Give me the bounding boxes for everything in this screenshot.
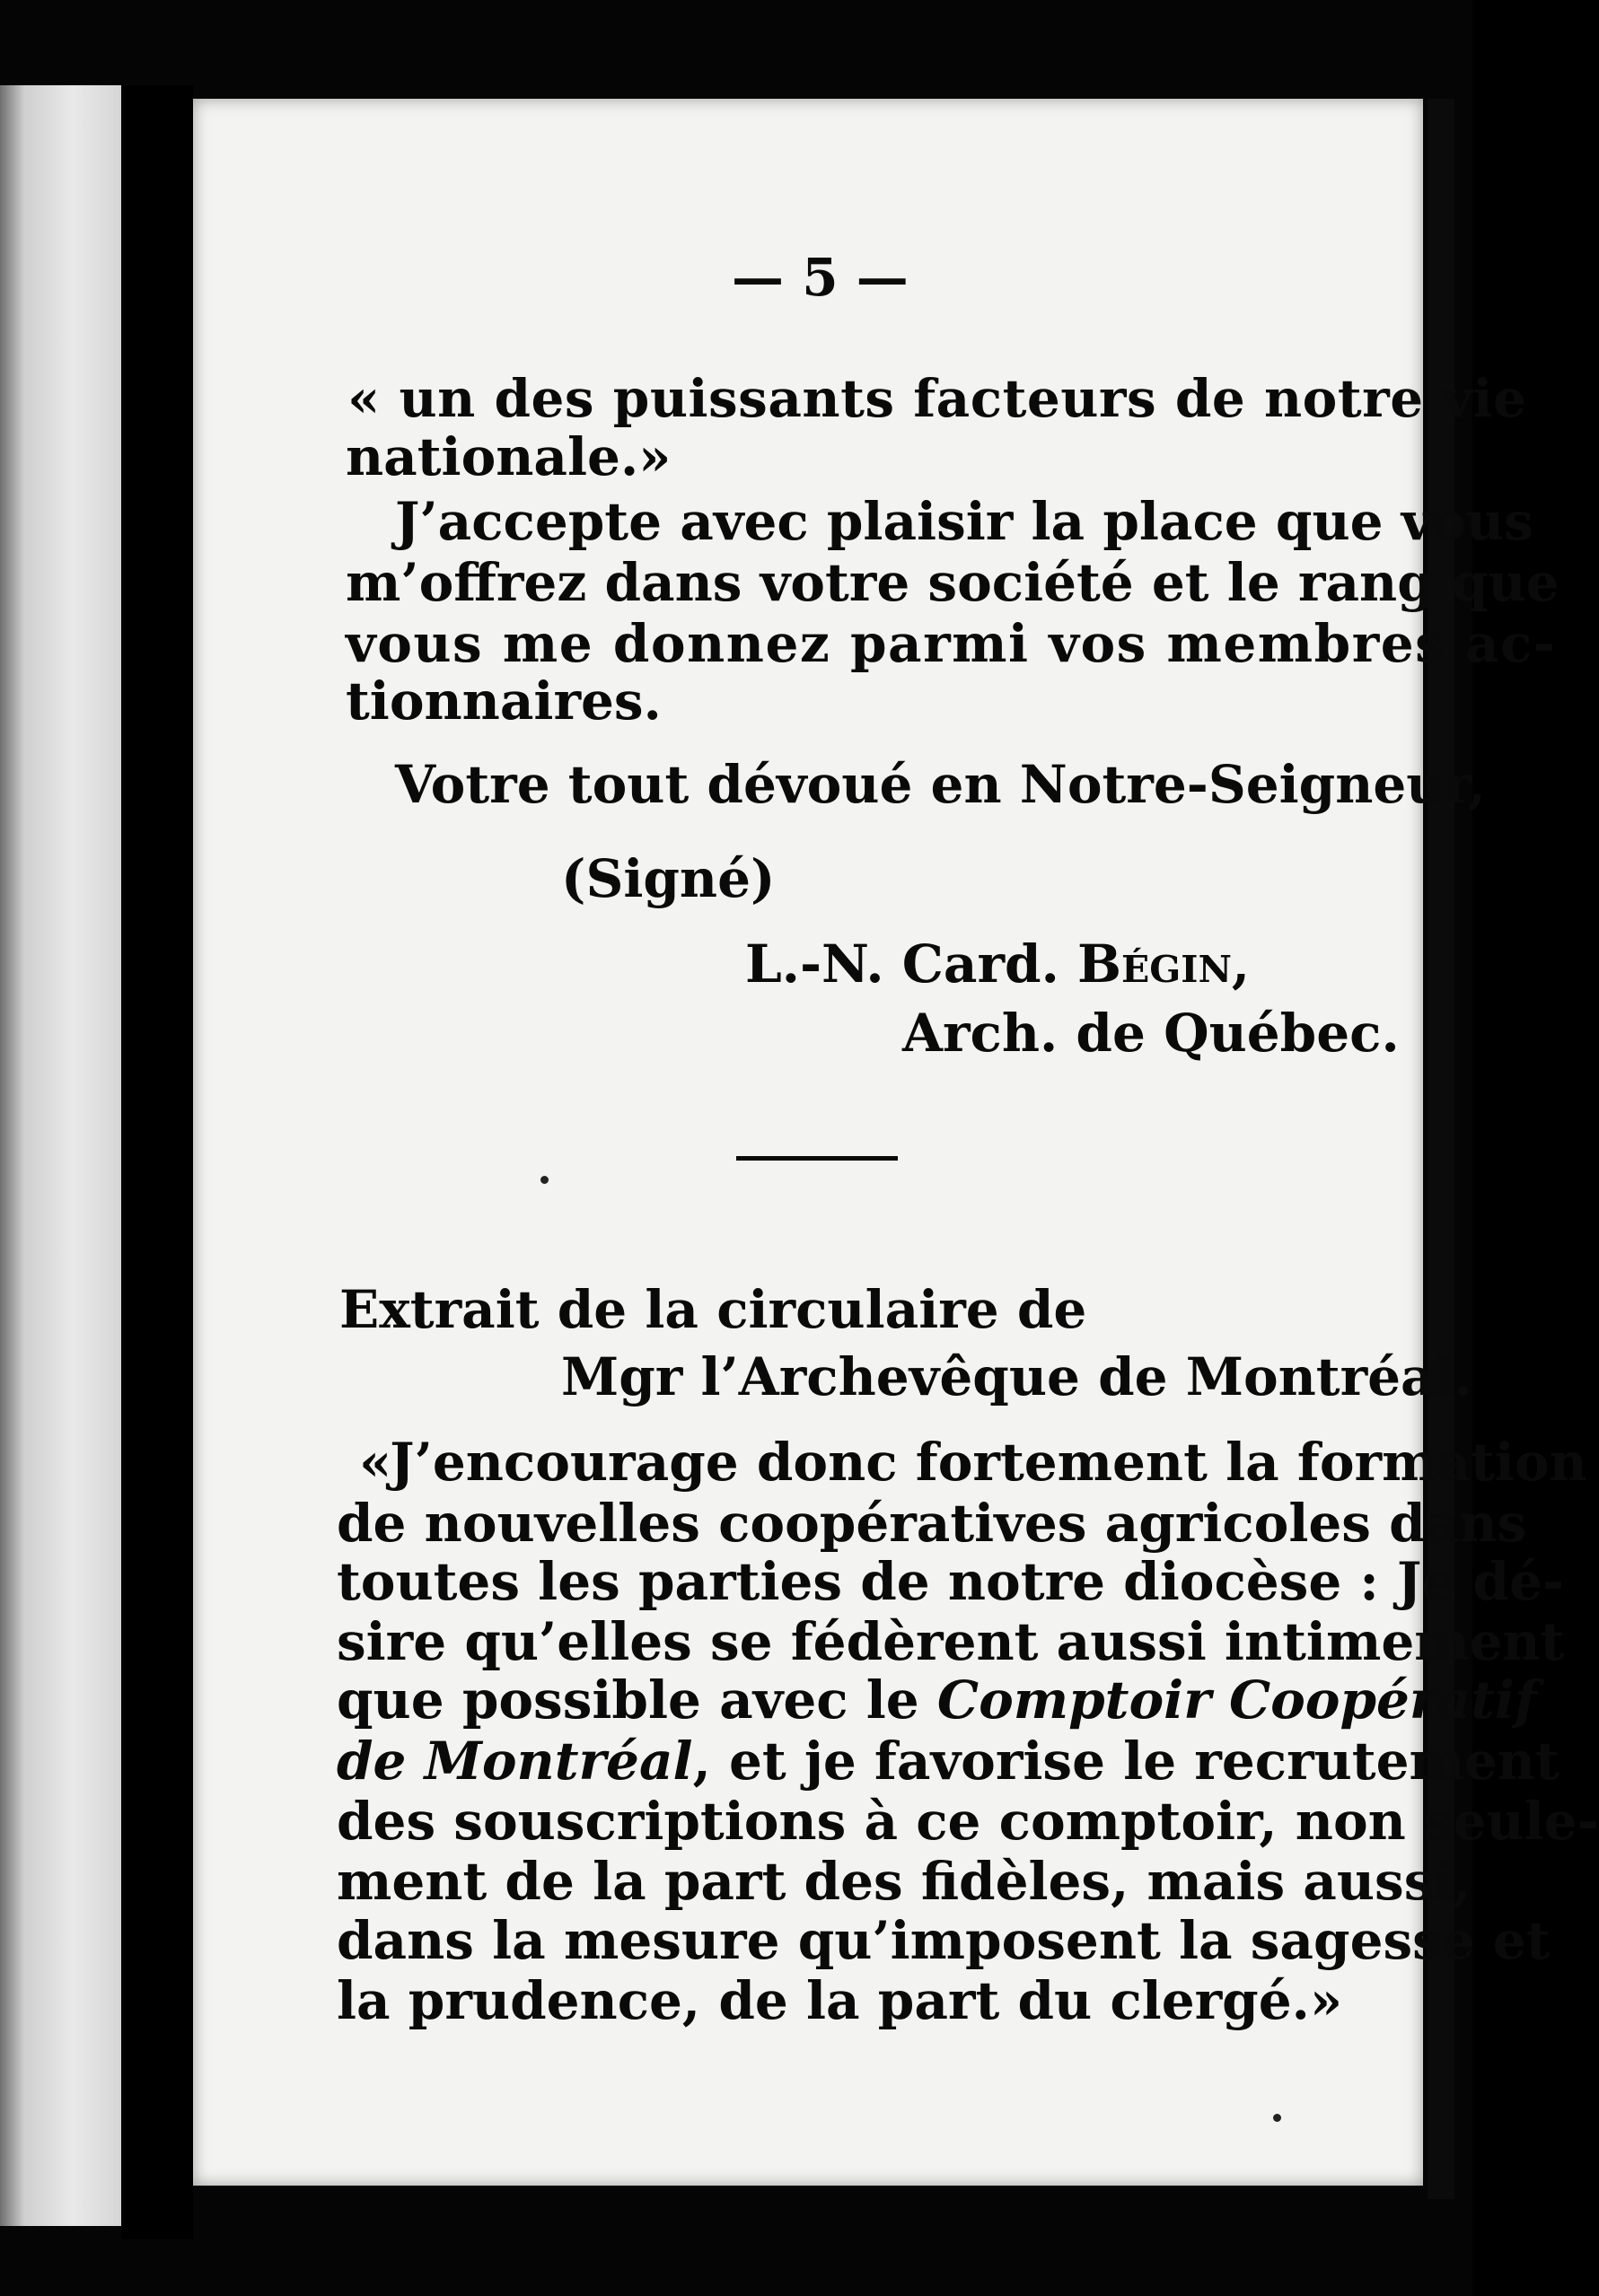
speck	[540, 1176, 549, 1184]
closing-salutation: Votre tout dévoué en Notre-Seigneur,	[395, 754, 1486, 815]
quote-line6-text: , et je favorise le recrutement	[692, 1731, 1559, 1792]
section-divider	[736, 1156, 898, 1161]
quote-line5-text: que possible avec le	[337, 1669, 937, 1731]
quote-line9: dans la mesure qu’imposent la sagesse et	[337, 1910, 1551, 1971]
paragraph2-line2: m’offrez dans votre société et le rang que	[346, 552, 1559, 613]
speck	[1273, 2114, 1281, 2122]
extract-heading-line1: Extrait de la circulaire de	[339, 1279, 1087, 1340]
signature-name-prefix: L.-N. Card.	[745, 933, 1077, 995]
book-gutter	[121, 85, 193, 2239]
signature-surname: Bégin,	[1076, 933, 1251, 995]
paragraph1-line2: nationale.»	[346, 426, 672, 487]
signed-marker: (Signé)	[561, 848, 776, 909]
quote-line6	[337, 1731, 1559, 1792]
facing-page-edge	[0, 85, 121, 2226]
quote-line4: sire qu’elles se fédèrent aussi intimement	[337, 1611, 1565, 1672]
comptoir-title-part2: de Montréal	[337, 1731, 693, 1792]
comptoir-title-part1: Comptoir Coopératif	[936, 1669, 1537, 1731]
paragraph1-line1: « un des puissants facteurs de notre vie	[347, 368, 1527, 429]
signature-name	[745, 933, 1251, 995]
paragraph2-line4: tionnaires.	[346, 670, 662, 732]
quote-line2: de nouvelles coopératives agricoles dans	[337, 1493, 1527, 1554]
quote-line3: toutes les parties de notre diocèse : Je dé-	[337, 1551, 1565, 1612]
signature-title: Arch. de Québec.	[902, 1003, 1400, 1064]
quote-line8: ment de la part des fidèles, mais aussi,	[337, 1851, 1472, 1912]
quote-line7: des souscriptions à ce comptoir, non seule-	[337, 1791, 1599, 1852]
quote-line5	[337, 1669, 1537, 1731]
quote-line10: la prudence, de la part du clergé.»	[337, 1970, 1343, 2031]
extract-heading-line2: Mgr l’Archevêque de Montréal.	[561, 1346, 1472, 1407]
page-number: — 5 —	[732, 247, 909, 308]
paragraph2-line3: vous me donnez parmi vos membres ac-	[346, 613, 1557, 674]
quote-line1: «J’encourage donc fortement la formation	[359, 1432, 1587, 1493]
paragraph2-line1: J’accepte avec plaisir la place que vous	[395, 491, 1533, 552]
